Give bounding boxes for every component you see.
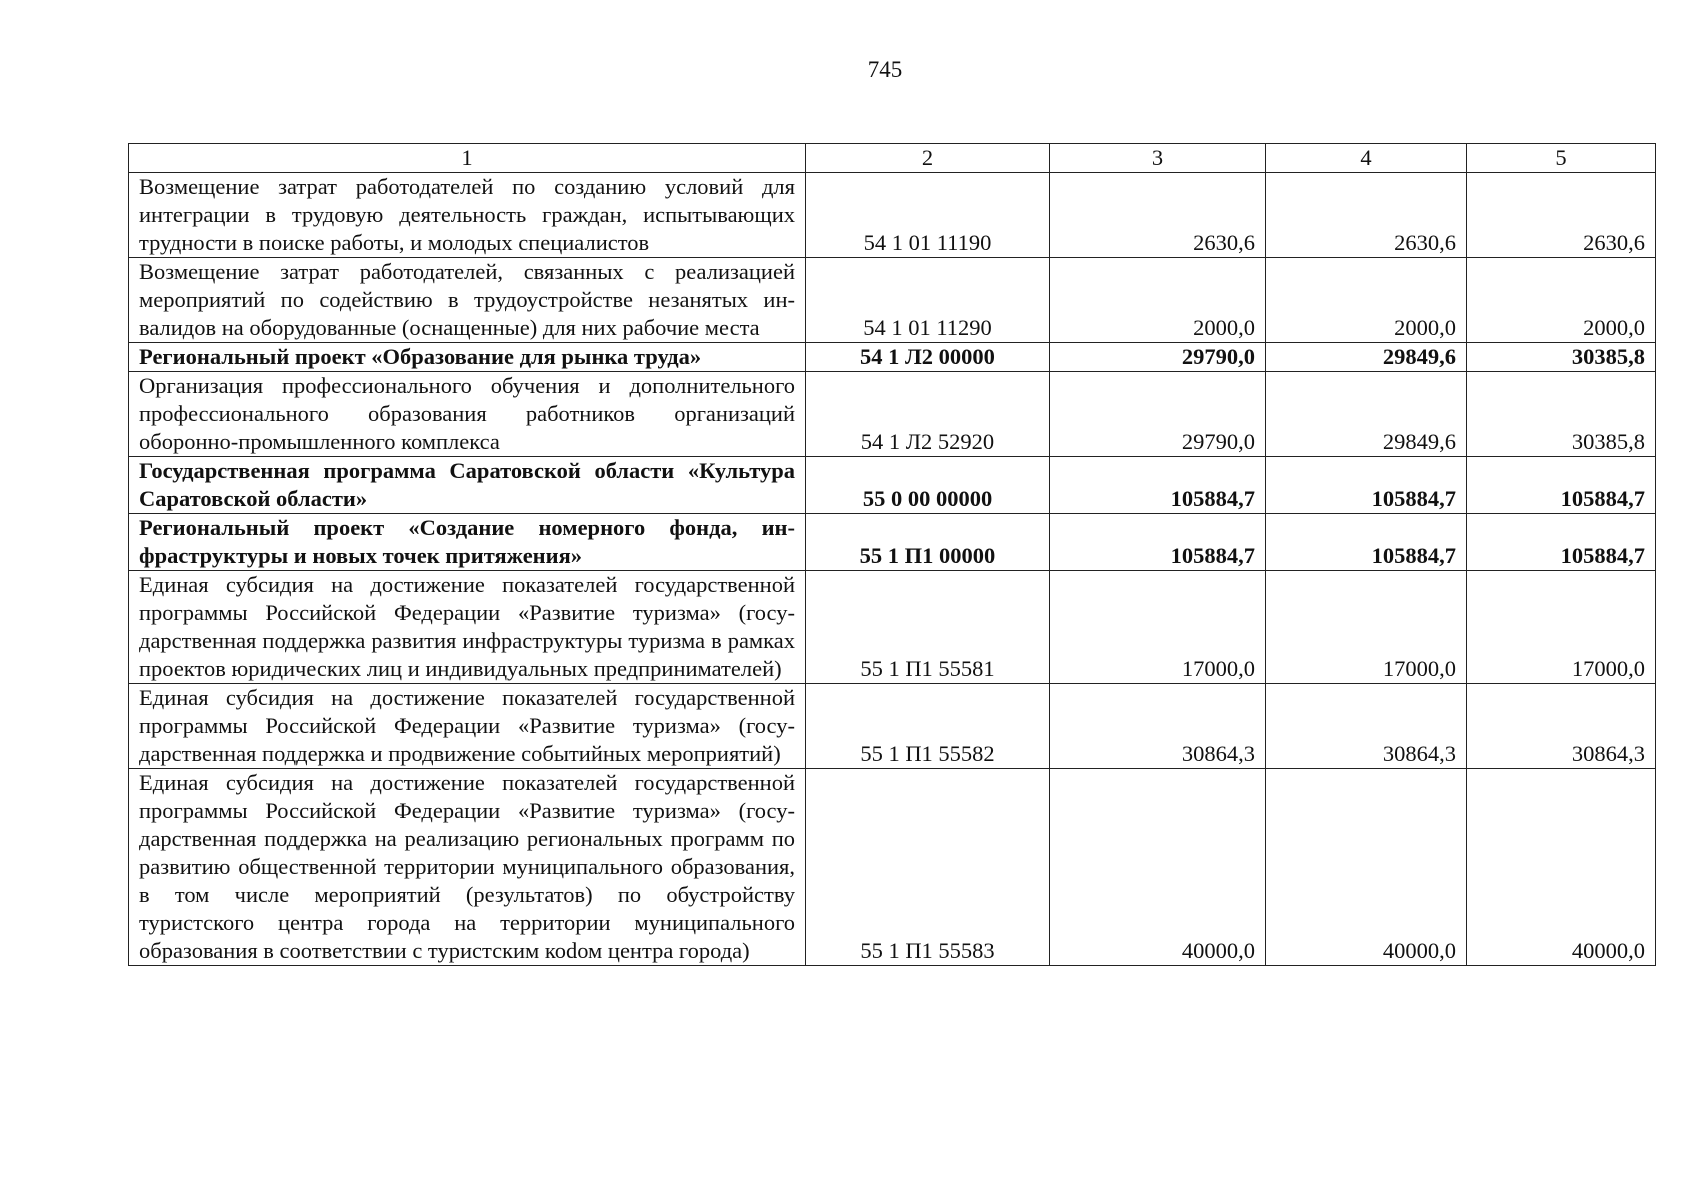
row-name-cell: Организация профессионального обучения и дополнительного профессионального образования работников организаций оборонно-промышленного комплекса (129, 372, 806, 457)
page-number: 745 (867, 57, 903, 82)
row-value-col4: 29849,6 (1266, 372, 1467, 457)
row-value-col4: 40000,0 (1266, 769, 1467, 966)
row-value-col3: 2000,0 (1050, 258, 1266, 343)
row-value-col3: 29790,0 (1050, 343, 1266, 372)
row-name-cell: Региональный проект «Создание номерного фонда, инфраструктуры и новых точек притяжения» (129, 514, 806, 571)
table-row (129, 769, 1656, 966)
column-header-4: 4 (1266, 144, 1467, 173)
row-code-cell: 55 1 П1 00000 (806, 514, 1050, 571)
row-value-col4: 2630,6 (1266, 173, 1467, 258)
row-code-cell: 54 1 01 11190 (806, 173, 1050, 258)
row-value-col5: 30864,3 (1467, 684, 1656, 769)
column-header-5: 5 (1467, 144, 1656, 173)
row-name-cell: Возмещение затрат работодателей по созданию условий для интеграции в трудовую деятельность граждан, испытывающих трудности в поиске работы, и молодых специалистов (129, 173, 806, 258)
row-name-cell: Региональный проект «Образование для рынка труда» (129, 343, 806, 372)
table-body (129, 173, 1656, 966)
row-value-col5: 17000,0 (1467, 571, 1656, 684)
row-value-col5: 2000,0 (1467, 258, 1656, 343)
table-row (129, 684, 1656, 769)
row-name-cell: Единая субсидия на достижение показателей государственной программы Российской Федерации «Развитие туризма» (государственная поддержка и продвижение событийных мероприятий) (129, 684, 806, 769)
row-value-col4: 29849,6 (1266, 343, 1467, 372)
table-row (129, 343, 1656, 372)
table-header (129, 144, 1656, 173)
table-row (129, 457, 1656, 514)
row-name-cell: Единая субсидия на достижение показателей государственной программы Российской Федерации «Развитие туризма» (государственная поддержка развития инфраструктуры туризма в рамках проектов юридических лиц и индивидуальных предпринимателей) (129, 571, 806, 684)
row-value-col5: 30385,8 (1467, 343, 1656, 372)
row-code-cell: 54 1 Л2 00000 (806, 343, 1050, 372)
row-value-col5: 40000,0 (1467, 769, 1656, 966)
row-value-col3: 2630,6 (1050, 173, 1266, 258)
row-value-col3: 17000,0 (1050, 571, 1266, 684)
row-code-cell: 54 1 Л2 52920 (806, 372, 1050, 457)
table-row (129, 258, 1656, 343)
row-value-col3: 105884,7 (1050, 457, 1266, 514)
row-value-col4: 105884,7 (1266, 514, 1467, 571)
row-value-col3: 29790,0 (1050, 372, 1266, 457)
row-code-cell: 55 0 00 00000 (806, 457, 1050, 514)
table-row (129, 173, 1656, 258)
row-name-cell: Государственная программа Саратовской области «Культура Саратовской области» (129, 457, 806, 514)
row-code-cell: 55 1 П1 55582 (806, 684, 1050, 769)
row-value-col5: 30385,8 (1467, 372, 1656, 457)
row-value-col5: 105884,7 (1467, 514, 1656, 571)
row-value-col3: 40000,0 (1050, 769, 1266, 966)
row-value-col4: 30864,3 (1266, 684, 1467, 769)
row-value-col3: 30864,3 (1050, 684, 1266, 769)
table-row (129, 571, 1656, 684)
table-row (129, 514, 1656, 571)
row-value-col4: 17000,0 (1266, 571, 1467, 684)
row-name-cell: Единая субсидия на достижение показателей государственной программы Российской Федерации «Развитие туризма» (государственная поддержка на реализацию региональных программ по развитию общественной территории муниципального образования, в том числе мероприятий (результатов) по обустройству туристского центра города на территории муниципального образования в соответствии с туристским коdом центра города) (129, 769, 806, 966)
table-row (129, 372, 1656, 457)
budget-table (128, 143, 1656, 966)
column-header-1: 1 (129, 144, 806, 173)
row-name-cell: Возмещение затрат работодателей, связанных с реализацией мероприятий по содействию в трудоустройстве незанятых инвалидов на оборудованные (оснащенные) для них рабочие места (129, 258, 806, 343)
column-header-2: 2 (806, 144, 1050, 173)
row-value-col4: 2000,0 (1266, 258, 1467, 343)
row-value-col5: 105884,7 (1467, 457, 1656, 514)
header-row (129, 144, 1656, 173)
column-header-3: 3 (1050, 144, 1266, 173)
row-value-col4: 105884,7 (1266, 457, 1467, 514)
row-code-cell: 54 1 01 11290 (806, 258, 1050, 343)
row-code-cell: 55 1 П1 55581 (806, 571, 1050, 684)
row-value-col5: 2630,6 (1467, 173, 1656, 258)
row-value-col3: 105884,7 (1050, 514, 1266, 571)
row-code-cell: 55 1 П1 55583 (806, 769, 1050, 966)
